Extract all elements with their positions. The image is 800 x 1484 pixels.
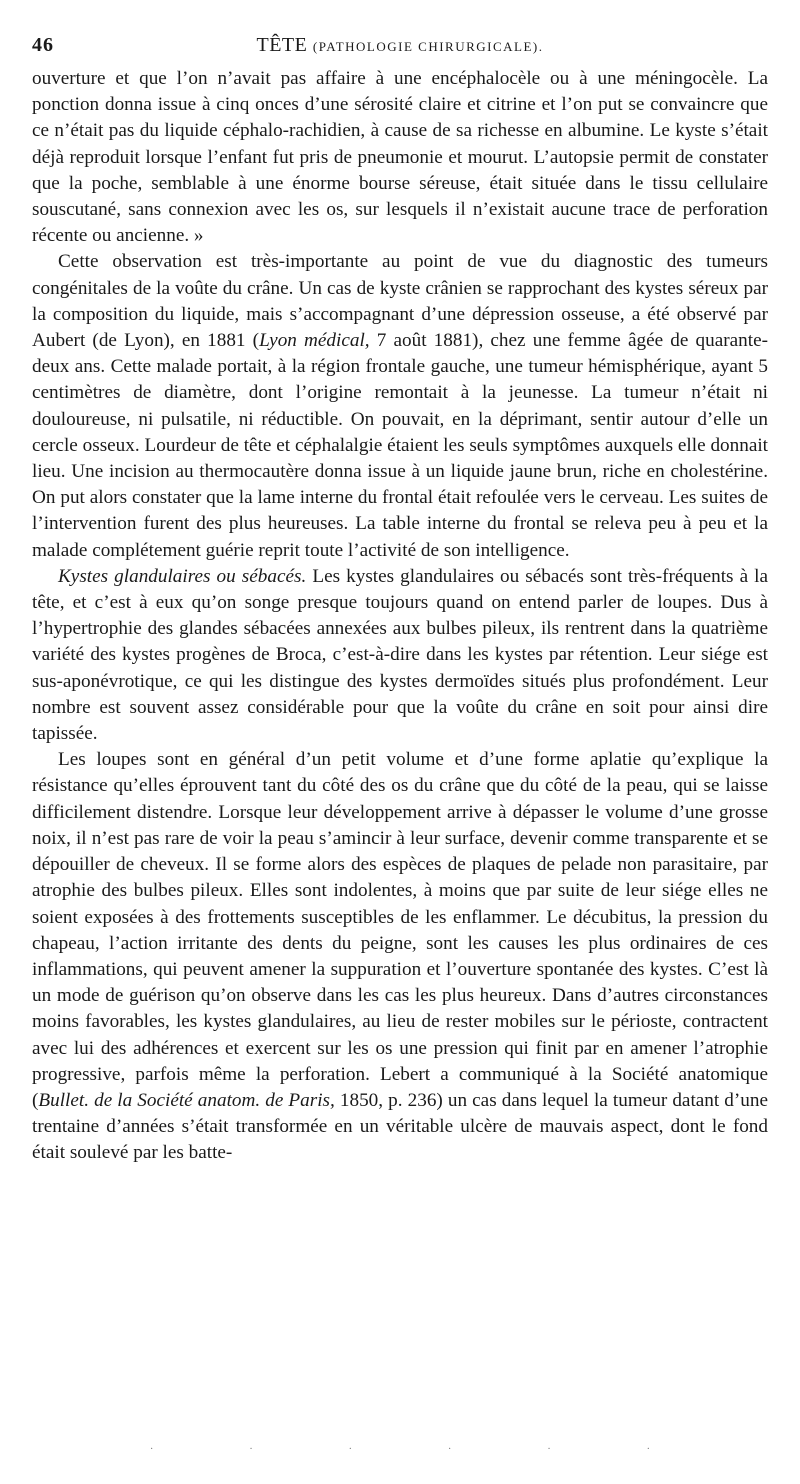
print-dot: · (447, 1444, 452, 1455)
running-head (32, 28, 768, 64)
page-header (32, 28, 768, 62)
page-number: 46 (32, 34, 54, 56)
paragraph-text: 7 août 1881), chez une femme âgée de quarante-deux ans. Cette malade portait, à la région frontale gauche, une tumeur hémisphérique, ayant 5 centimètres de diamètre, dont l’origine remontait à la jeunesse. La tumeur n’était ni douloureuse, ni pulsatile, ni réductible. On pouvait, en la déprimant, sentir autour d’elle un cercle osseux. Lourdeur de tête et céphalalgie étaient les seuls symptômes auxquels elle donnait lieu. Une incision au thermocautère donna issue à un liquide jaune brun, riche en cholestérine. On put alors constater que la lame interne du frontal était refoulée vers le cerveau. Les suites de l’intervention furent des plus heureuses. La table interne du frontal se releva peu à peu et la malade complétement guérie reprit toute l’activité de son intelligence. (32, 330, 768, 561)
paragraph-aubert-case (32, 249, 768, 563)
paragraph-text: 1850, p. 236) un cas dans lequel la tumeur datant d’une trentaine d’années s’était transformée en un véritable ulcère de mauvais aspect, dont le fond était soulevé par les batte- (32, 1089, 768, 1164)
body-text (32, 66, 768, 1167)
paragraph-continuation (32, 66, 768, 249)
print-dot: · (150, 1444, 154, 1455)
running-head-subtitle: (PATHOLOGIE CHIRURGICALE). (312, 39, 544, 54)
running-head-title: TÊTE (256, 34, 308, 56)
citation-bulletin: Bullet. de la Société anatom. de Paris, (38, 1089, 335, 1111)
paragraph-text: Cette observation est très-importante au point de vue du diagnostic des tumeurs congénitales de la voûte du crâne. Un cas de kyste crânien se rapprochant des kystes séreux par la composition du liquide, mais s’accompagnant d’une dépression osseuse, a été observé par Aubert (de Lyon), en 1881 ( (32, 251, 768, 352)
section-heading: Kystes glandulaires ou sébacés. (58, 565, 307, 587)
print-dot: · (646, 1444, 650, 1455)
document-page (32, 28, 768, 1167)
paragraph-text: Les kystes glandulaires ou sébacés sont très-fréquents à la tête, et c’est à eux qu’on songe presque toujours quand on entend parler de loupes. Dus à l’hypertrophie des glandes sébacées annexées aux bulbes pileux, ils rentrent dans la quatrième variété des kystes progènes de Broca, c’est-à-dire dans les kystes par rétention. Leur siége est sus-aponévrotique, ce qui les distingue des kystes dermoïdes situés plus profondément. Leur nombre est souvent assez considérable pour que la voûte du crâne en soit pour ainsi dire tapissée. (32, 565, 769, 745)
paragraph-kystes-glandulaires (32, 564, 768, 747)
paragraph-text: Les loupes sont en général d’un petit volume et d’une forme aplatie qu’explique la résistance qu’elles éprouvent tant du côté des os du crâne que du côté de la peau, qui se laisse difficilement distendre. Lorsque leur développement arrive à dépasser le volume d’une grosse noix, il n’est pas rare de voir la peau s’amincir à leur surface, devenir comme transparente et se dépouiller de cheveux. Il se forme alors des espèces de plaques de pelade non parasitaire, par atrophie des bulbes pileux. Elles sont indolentes, à moins que par suite de leur siége elles ne soient exposées à des frottements susceptibles de les enflammer. Le décubitus, la pression du chapeau, l’action irritante des dents du peigne, sont les causes les plus ordinaires de ces inflammations, qui peuvent amener la suppuration et l’ouverture spontanée des kystes. C’est là un mode de guérison qu’on observe dans les cas les plus heureux. Dans d’autres circonstances moins favorables, les kystes glandulaires, au lieu de rester mobiles sur le périoste, contractent avec lui des adhérences et exercent sur les os une pression qui finit par en amener l’atrophie progressive, parfois même la perforation. Lebert a communiqué à la Société anatomique ( (32, 749, 768, 1111)
print-dot: · (249, 1444, 253, 1455)
footer-print-marks (150, 1444, 650, 1455)
citation-lyon-medical: Lyon médical, (259, 330, 370, 352)
paragraph-loupes (32, 747, 768, 1166)
print-dot: · (547, 1444, 551, 1455)
paragraph-text: ouverture et que l’on n’avait pas affaire à une encéphalocèle ou à une méningocèle. La ponction donna issue à cinq onces d’une sérosité claire et citrine et l’on put se convaincre que ce n’était pas du liquide céphalo-rachidien, à cause de sa richesse en albumine. Le kyste s’était déjà reproduit lorsque l’enfant fut pris de pneumonie et mourut. L’autopsie permit de constater que la poche, semblable à une énorme bourse séreuse, était située dans le tissu cellulaire souscutané, sans connexion avec les os, sur lesquels il n’existait aucune trace de perforation récente ou ancienne. » (32, 68, 768, 247)
print-dot: · (348, 1444, 352, 1455)
